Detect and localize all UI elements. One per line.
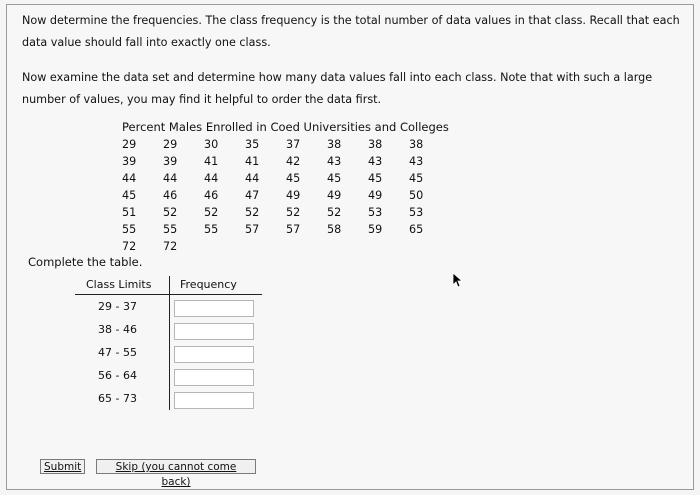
- dataset-value: 55: [204, 223, 219, 236]
- dataset-value: 41: [204, 155, 219, 168]
- table-prompt: Complete the table.: [28, 255, 143, 269]
- dataset-value: 55: [163, 223, 178, 236]
- dataset-value: 52: [327, 206, 342, 219]
- dataset-value: 29: [122, 138, 137, 151]
- instruction-paragraph-2: Now examine the data set and determine how many data values fall into each class. Note that with such a large number of values, you may find it helpful to order the data first.: [22, 71, 653, 106]
- dataset-value: 38: [327, 138, 342, 151]
- dataset-value: 38: [409, 138, 424, 151]
- dataset-value: 44: [204, 172, 219, 185]
- dataset-value: 39: [163, 155, 178, 168]
- dataset-title: Percent Males Enrolled in Coed Universities and Colleges: [122, 120, 449, 134]
- dataset-value: 49: [327, 189, 342, 202]
- class-limits-header: Class Limits: [75, 276, 170, 294]
- class-limits-cell: 56 - 64: [75, 364, 170, 387]
- dataset-value: 65: [409, 223, 424, 236]
- dataset-row: [122, 204, 450, 221]
- frequency-input[interactable]: [174, 323, 254, 340]
- frequency-input[interactable]: [174, 369, 254, 386]
- class-limits-cell: 65 - 73: [75, 387, 170, 410]
- dataset-value: 53: [368, 206, 383, 219]
- dataset-value: 55: [122, 223, 137, 236]
- dataset-row: [122, 221, 450, 238]
- dataset-value: 57: [286, 223, 301, 236]
- dataset-value: 45: [286, 172, 301, 185]
- table-header: [75, 276, 262, 295]
- instruction-paragraph-1: Now determine the frequencies. The class frequency is the total number of data values in that class. Recall that each data value should fall into exactly one class.: [22, 14, 680, 49]
- class-limits-cell: 47 - 55: [75, 341, 170, 364]
- dataset-value: 41: [245, 155, 260, 168]
- table-body: [75, 295, 262, 410]
- dataset-value: 44: [163, 172, 178, 185]
- dataset-value: 35: [245, 138, 260, 151]
- submit-button[interactable]: Submit: [40, 459, 85, 474]
- dataset-value: 43: [327, 155, 342, 168]
- dataset-value: 45: [368, 172, 383, 185]
- dataset-value: 52: [286, 206, 301, 219]
- dataset-row: [122, 187, 450, 204]
- frequency-cell: [170, 320, 262, 340]
- dataset-value: 29: [163, 138, 178, 151]
- skip-button[interactable]: Skip (you cannot come back): [96, 459, 256, 474]
- frequency-cell: [170, 343, 262, 363]
- dataset-value: 44: [122, 172, 137, 185]
- frequency-cell: [170, 366, 262, 386]
- frequency-input[interactable]: [174, 392, 254, 409]
- dataset-value: 49: [368, 189, 383, 202]
- dataset-value: 52: [163, 206, 178, 219]
- dataset-value: 59: [368, 223, 383, 236]
- frequency-cell: [170, 389, 262, 409]
- dataset-value: 42: [286, 155, 301, 168]
- dataset-value: 45: [409, 172, 424, 185]
- class-limits-cell: 38 - 46: [75, 318, 170, 341]
- table-row: [75, 318, 262, 341]
- dataset-value: 52: [204, 206, 219, 219]
- dataset-value: 43: [368, 155, 383, 168]
- dataset-value: 72: [163, 240, 178, 253]
- dataset-value: 50: [409, 189, 424, 202]
- frequency-header: Frequency: [180, 278, 237, 291]
- dataset-value: 47: [245, 189, 260, 202]
- dataset-value: 52: [245, 206, 260, 219]
- dataset-value: 53: [409, 206, 424, 219]
- frequency-table: [75, 276, 262, 410]
- dataset-value: 39: [122, 155, 137, 168]
- dataset-row: [122, 153, 450, 170]
- frequency-input[interactable]: [174, 346, 254, 363]
- dataset-value: 58: [327, 223, 342, 236]
- dataset-value: 57: [245, 223, 260, 236]
- table-row: [75, 341, 262, 364]
- dataset-value: 38: [368, 138, 383, 151]
- table-row: [75, 295, 262, 318]
- dataset-row: [122, 170, 450, 187]
- dataset-value: 45: [122, 189, 137, 202]
- dataset-value: 45: [327, 172, 342, 185]
- dataset-value: 46: [163, 189, 178, 202]
- table-row: [75, 364, 262, 387]
- dataset-value: 37: [286, 138, 301, 151]
- dataset-value: 44: [245, 172, 260, 185]
- class-limits-cell: 29 - 37: [75, 295, 170, 318]
- dataset-value: 46: [204, 189, 219, 202]
- dataset-row: [122, 238, 450, 255]
- dataset-value: 43: [409, 155, 424, 168]
- table-row: [75, 387, 262, 410]
- dataset-value: 49: [286, 189, 301, 202]
- dataset-value: 72: [122, 240, 137, 253]
- dataset-row: [122, 136, 450, 153]
- dataset-value: 51: [122, 206, 137, 219]
- frequency-input[interactable]: [174, 300, 254, 317]
- dataset-grid: [122, 136, 450, 255]
- mouse-cursor-icon: [452, 272, 462, 288]
- dataset-value: 30: [204, 138, 219, 151]
- frequency-cell: [170, 297, 262, 317]
